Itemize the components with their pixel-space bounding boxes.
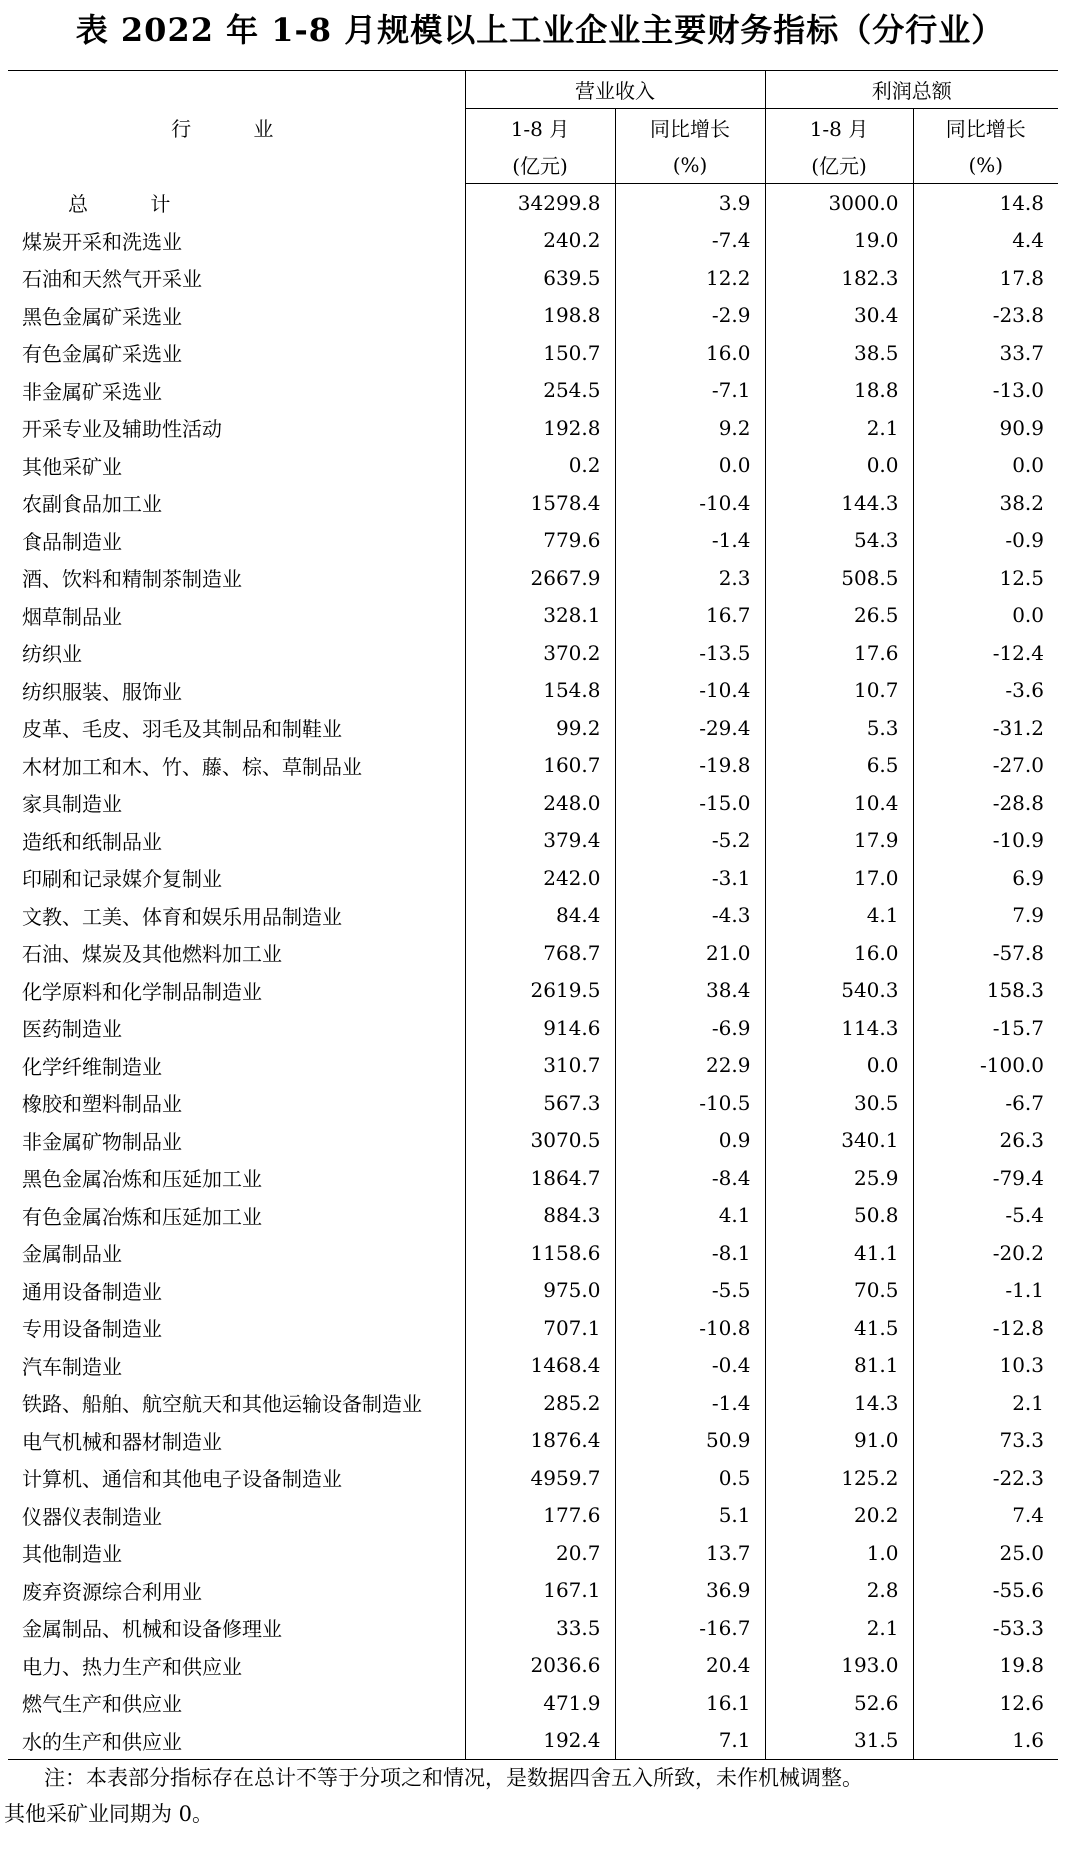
profit-yoy-cell: 10.3 bbox=[913, 1347, 1058, 1385]
table-row bbox=[8, 1272, 1058, 1310]
profit-yoy-cell: -13.0 bbox=[913, 372, 1058, 410]
revenue-cell: 567.3 bbox=[465, 1084, 615, 1122]
industry-name: 电力、热力生产和供应业 bbox=[22, 1654, 242, 1679]
industry-name: 金属制品、机械和设备修理业 bbox=[22, 1617, 282, 1642]
revenue-cell: 33.5 bbox=[465, 1609, 615, 1647]
profit-yoy-cell: -3.6 bbox=[913, 672, 1058, 710]
table-row bbox=[8, 1647, 1058, 1685]
profit-cell: 2.8 bbox=[765, 1572, 913, 1610]
profit-cell: 38.5 bbox=[765, 334, 913, 372]
industry-name: 废弃资源综合利用业 bbox=[22, 1579, 202, 1604]
industry-name: 其他制造业 bbox=[22, 1542, 122, 1567]
industry-name: 医药制造业 bbox=[22, 1017, 122, 1042]
revenue-yoy-cell: 0.5 bbox=[615, 1459, 765, 1497]
profit-cell: 17.9 bbox=[765, 822, 913, 860]
table-row bbox=[8, 934, 1058, 972]
profit-cell: 52.6 bbox=[765, 1684, 913, 1722]
industry-name: 农副食品加工业 bbox=[22, 492, 162, 517]
revenue-yoy-cell: 16.0 bbox=[615, 334, 765, 372]
revenue-cell: 884.3 bbox=[465, 1197, 615, 1235]
table-row bbox=[8, 1084, 1058, 1122]
industry-name: 食品制造业 bbox=[22, 529, 122, 554]
revenue-yoy-cell: 20.4 bbox=[615, 1647, 765, 1685]
revenue-cell: 1578.4 bbox=[465, 484, 615, 522]
revenue-cell: 99.2 bbox=[465, 709, 615, 747]
header-revenue-group: 营业收入 bbox=[465, 71, 765, 109]
profit-yoy-cell: 14.8 bbox=[913, 184, 1058, 222]
table-row bbox=[8, 634, 1058, 672]
profit-cell: 10.7 bbox=[765, 672, 913, 710]
profit-cell: 17.6 bbox=[765, 634, 913, 672]
profit-cell: 340.1 bbox=[765, 1122, 913, 1160]
industry-name: 黑色金属冶炼和压延加工业 bbox=[22, 1167, 262, 1192]
revenue-cell: 177.6 bbox=[465, 1497, 615, 1535]
profit-cell: 81.1 bbox=[765, 1347, 913, 1385]
profit-yoy-cell: 158.3 bbox=[913, 972, 1058, 1010]
profit-yoy-cell: 38.2 bbox=[913, 484, 1058, 522]
profit-cell: 54.3 bbox=[765, 522, 913, 560]
table-row bbox=[8, 409, 1058, 447]
profit-cell: 30.4 bbox=[765, 297, 913, 335]
profit-cell: 144.3 bbox=[765, 484, 913, 522]
profit-yoy-cell: 25.0 bbox=[913, 1534, 1058, 1572]
industry-name: 计算机、通信和其他电子设备制造业 bbox=[22, 1467, 342, 1492]
industry-name: 石油和天然气开采业 bbox=[22, 267, 202, 292]
revenue-yoy-cell: -1.4 bbox=[615, 1384, 765, 1422]
table-row bbox=[8, 822, 1058, 860]
revenue-yoy-cell: 50.9 bbox=[615, 1422, 765, 1460]
profit-yoy-cell: -12.4 bbox=[913, 634, 1058, 672]
revenue-cell: 192.8 bbox=[465, 409, 615, 447]
industry-name: 化学纤维制造业 bbox=[22, 1054, 162, 1079]
profit-cell: 31.5 bbox=[765, 1722, 913, 1760]
revenue-yoy-cell: -10.5 bbox=[615, 1084, 765, 1122]
table-row bbox=[8, 1497, 1058, 1535]
revenue-yoy-cell: -7.1 bbox=[615, 372, 765, 410]
industry-name: 烟草制品业 bbox=[22, 604, 122, 629]
revenue-cell: 310.7 bbox=[465, 1047, 615, 1085]
industry-name: 非金属矿物制品业 bbox=[22, 1129, 182, 1154]
profit-yoy-cell: 7.9 bbox=[913, 897, 1058, 935]
header-profit-group: 利润总额 bbox=[765, 71, 1058, 109]
table-row bbox=[8, 297, 1058, 335]
profit-yoy-cell: 73.3 bbox=[913, 1422, 1058, 1460]
profit-yoy-cell: 0.0 bbox=[913, 597, 1058, 635]
revenue-cell: 285.2 bbox=[465, 1384, 615, 1422]
profit-yoy-cell: 12.5 bbox=[913, 559, 1058, 597]
revenue-yoy-cell: 2.3 bbox=[615, 559, 765, 597]
revenue-yoy-cell: -10.4 bbox=[615, 672, 765, 710]
profit-cell: 14.3 bbox=[765, 1384, 913, 1422]
revenue-cell: 1864.7 bbox=[465, 1159, 615, 1197]
industry-name: 黑色金属矿采选业 bbox=[22, 304, 182, 329]
revenue-yoy-cell: 22.9 bbox=[615, 1047, 765, 1085]
profit-yoy-cell: 7.4 bbox=[913, 1497, 1058, 1535]
industry-name: 仪器仪表制造业 bbox=[22, 1504, 162, 1529]
profit-cell: 41.5 bbox=[765, 1309, 913, 1347]
revenue-yoy-cell: 36.9 bbox=[615, 1572, 765, 1610]
industry-name: 纺织业 bbox=[22, 642, 82, 667]
revenue-cell: 914.6 bbox=[465, 1009, 615, 1047]
revenue-cell: 1468.4 bbox=[465, 1347, 615, 1385]
profit-yoy-cell: -55.6 bbox=[913, 1572, 1058, 1610]
table-header bbox=[8, 71, 1058, 184]
industry-name: 燃气生产和供应业 bbox=[22, 1692, 182, 1717]
industry-name: 酒、饮料和精制茶制造业 bbox=[22, 567, 242, 592]
header-revenue-yoy: 同比增长 bbox=[615, 109, 765, 147]
profit-cell: 182.3 bbox=[765, 259, 913, 297]
profit-cell: 19.0 bbox=[765, 222, 913, 260]
header-revenue-period: 1-8 月 bbox=[465, 109, 615, 147]
revenue-yoy-cell: -13.5 bbox=[615, 634, 765, 672]
industry-name: 文教、工美、体育和娱乐用品制造业 bbox=[22, 904, 342, 929]
industry-name: 水的生产和供应业 bbox=[8, 1722, 465, 1760]
revenue-yoy-cell: 0.0 bbox=[615, 447, 765, 485]
revenue-yoy-cell: -19.8 bbox=[615, 747, 765, 785]
table-row bbox=[8, 1572, 1058, 1610]
revenue-cell: 160.7 bbox=[465, 747, 615, 785]
profit-yoy-cell: 4.4 bbox=[913, 222, 1058, 260]
industry-name: 金属制品业 bbox=[22, 1242, 122, 1267]
profit-yoy-cell: -1.1 bbox=[913, 1272, 1058, 1310]
revenue-yoy-cell: -3.1 bbox=[615, 859, 765, 897]
header-profit-yoy: 同比增长 bbox=[913, 109, 1058, 147]
table-row bbox=[8, 747, 1058, 785]
revenue-yoy-cell: 38.4 bbox=[615, 972, 765, 1010]
footnote-line-2: 其他采矿业同期为 0。 bbox=[4, 1802, 214, 1826]
revenue-cell: 248.0 bbox=[465, 784, 615, 822]
table-row bbox=[8, 1234, 1058, 1272]
profit-yoy-cell: 0.0 bbox=[913, 447, 1058, 485]
profit-cell: 10.4 bbox=[765, 784, 913, 822]
revenue-cell: 975.0 bbox=[465, 1272, 615, 1310]
profit-yoy-cell: -6.7 bbox=[913, 1084, 1058, 1122]
table-row bbox=[8, 522, 1058, 560]
industry-name: 家具制造业 bbox=[22, 792, 122, 817]
revenue-yoy-cell: 3.9 bbox=[615, 184, 765, 222]
table-row bbox=[8, 1534, 1058, 1572]
revenue-cell: 328.1 bbox=[465, 597, 615, 635]
table-row bbox=[8, 1309, 1058, 1347]
profit-cell: 50.8 bbox=[765, 1197, 913, 1235]
table-row bbox=[8, 859, 1058, 897]
industry-name: 造纸和纸制品业 bbox=[22, 829, 162, 854]
header-profit-unit: (亿元) bbox=[765, 146, 913, 184]
profit-yoy-cell: 1.6 bbox=[913, 1722, 1058, 1760]
industry-name: 印刷和记录媒介复制业 bbox=[22, 867, 222, 892]
profit-yoy-cell: -15.7 bbox=[913, 1009, 1058, 1047]
page-title: 表 2022 年 1-8 月规模以上工业企业主要财务指标（分行业） bbox=[75, 11, 1005, 49]
industry-name: 其他采矿业 bbox=[22, 454, 122, 479]
profit-cell: 16.0 bbox=[765, 934, 913, 972]
table-row bbox=[8, 1609, 1058, 1647]
table-row bbox=[8, 1122, 1058, 1160]
header-revenue-unit: (亿元) bbox=[465, 146, 615, 184]
profit-cell: 1.0 bbox=[765, 1534, 913, 1572]
industry-name: 煤炭开采和洗选业 bbox=[22, 229, 182, 254]
revenue-yoy-cell: 5.1 bbox=[615, 1497, 765, 1535]
revenue-cell: 471.9 bbox=[465, 1684, 615, 1722]
profit-yoy-cell: -79.4 bbox=[913, 1159, 1058, 1197]
industry-name: 有色金属矿采选业 bbox=[22, 342, 182, 367]
revenue-yoy-cell: -16.7 bbox=[615, 1609, 765, 1647]
profit-cell: 30.5 bbox=[765, 1084, 913, 1122]
profit-cell: 4.1 bbox=[765, 897, 913, 935]
header-profit-period: 1-8 月 bbox=[765, 109, 913, 147]
industry-name: 皮革、毛皮、羽毛及其制品和制鞋业 bbox=[22, 717, 342, 742]
revenue-cell: 2619.5 bbox=[465, 972, 615, 1010]
table-row bbox=[8, 259, 1058, 297]
profit-yoy-cell: 90.9 bbox=[913, 409, 1058, 447]
revenue-cell: 370.2 bbox=[465, 634, 615, 672]
revenue-cell: 150.7 bbox=[465, 334, 615, 372]
profit-cell: 193.0 bbox=[765, 1647, 913, 1685]
footnote-line-1: 注：本表部分指标存在总计不等于分项之和情况，是数据四舍五入所致，未作机械调整。 bbox=[44, 1766, 863, 1790]
profit-yoy-cell: -100.0 bbox=[913, 1047, 1058, 1085]
table-row bbox=[8, 1384, 1058, 1422]
profit-yoy-cell: -20.2 bbox=[913, 1234, 1058, 1272]
revenue-cell: 240.2 bbox=[465, 222, 615, 260]
table-row bbox=[8, 897, 1058, 935]
revenue-cell: 1876.4 bbox=[465, 1422, 615, 1460]
revenue-yoy-cell: -8.4 bbox=[615, 1159, 765, 1197]
profit-yoy-cell: 12.6 bbox=[913, 1684, 1058, 1722]
profit-cell: 6.5 bbox=[765, 747, 913, 785]
header-profit-pct: (%) bbox=[913, 146, 1058, 184]
revenue-yoy-cell: -15.0 bbox=[615, 784, 765, 822]
revenue-yoy-cell: -4.3 bbox=[615, 897, 765, 935]
industry-name: 开采专业及辅助性活动 bbox=[22, 417, 222, 442]
profit-cell: 0.0 bbox=[765, 1047, 913, 1085]
table-row bbox=[8, 972, 1058, 1010]
profit-cell: 2.1 bbox=[765, 1609, 913, 1647]
table-row bbox=[8, 709, 1058, 747]
footnote bbox=[0, 1760, 1080, 1832]
revenue-cell: 3070.5 bbox=[465, 1122, 615, 1160]
table-row bbox=[8, 1047, 1058, 1085]
industry-name: 铁路、船舶、航空航天和其他运输设备制造业 bbox=[22, 1392, 422, 1417]
industry-name: 电气机械和器材制造业 bbox=[22, 1429, 222, 1454]
profit-yoy-cell: -5.4 bbox=[913, 1197, 1058, 1235]
table-row bbox=[8, 447, 1058, 485]
revenue-yoy-cell: 7.1 bbox=[615, 1722, 765, 1760]
profit-cell: 508.5 bbox=[765, 559, 913, 597]
revenue-cell: 707.1 bbox=[465, 1309, 615, 1347]
revenue-yoy-cell: -7.4 bbox=[615, 222, 765, 260]
profit-yoy-cell: -53.3 bbox=[913, 1609, 1058, 1647]
table-row bbox=[8, 1684, 1058, 1722]
revenue-cell: 2667.9 bbox=[465, 559, 615, 597]
profit-cell: 540.3 bbox=[765, 972, 913, 1010]
revenue-yoy-cell: -1.4 bbox=[615, 522, 765, 560]
table-row bbox=[8, 484, 1058, 522]
table-row bbox=[8, 1197, 1058, 1235]
financial-indicators-table bbox=[8, 70, 1058, 1760]
profit-cell: 26.5 bbox=[765, 597, 913, 635]
table-row bbox=[8, 222, 1058, 260]
revenue-yoy-cell: -10.8 bbox=[615, 1309, 765, 1347]
industry-name: 纺织服装、服饰业 bbox=[22, 679, 182, 704]
industry-name: 化学原料和化学制品制造业 bbox=[22, 979, 262, 1004]
industry-name: 通用设备制造业 bbox=[22, 1279, 162, 1304]
table-body bbox=[8, 184, 1058, 1760]
profit-yoy-cell: 6.9 bbox=[913, 859, 1058, 897]
revenue-yoy-cell: 16.7 bbox=[615, 597, 765, 635]
table-row bbox=[8, 672, 1058, 710]
revenue-cell: 192.4 bbox=[465, 1722, 615, 1760]
revenue-cell: 2036.6 bbox=[465, 1647, 615, 1685]
profit-cell: 25.9 bbox=[765, 1159, 913, 1197]
revenue-cell: 4959.7 bbox=[465, 1459, 615, 1497]
revenue-yoy-cell: 9.2 bbox=[615, 409, 765, 447]
revenue-yoy-cell: -6.9 bbox=[615, 1009, 765, 1047]
revenue-cell: 198.8 bbox=[465, 297, 615, 335]
profit-yoy-cell: -57.8 bbox=[913, 934, 1058, 972]
revenue-yoy-cell: -5.2 bbox=[615, 822, 765, 860]
table-row bbox=[8, 1347, 1058, 1385]
revenue-yoy-cell: -8.1 bbox=[615, 1234, 765, 1272]
industry-name: 木材加工和木、竹、藤、棕、草制品业 bbox=[22, 754, 362, 779]
revenue-yoy-cell: 21.0 bbox=[615, 934, 765, 972]
industry-name: 汽车制造业 bbox=[22, 1354, 122, 1379]
revenue-yoy-cell: 16.1 bbox=[615, 1684, 765, 1722]
table-row bbox=[8, 372, 1058, 410]
table-row bbox=[8, 559, 1058, 597]
revenue-cell: 34299.8 bbox=[465, 184, 615, 222]
revenue-cell: 84.4 bbox=[465, 897, 615, 935]
profit-yoy-cell: -23.8 bbox=[913, 297, 1058, 335]
profit-cell: 2.1 bbox=[765, 409, 913, 447]
table-row bbox=[8, 1459, 1058, 1497]
profit-cell: 114.3 bbox=[765, 1009, 913, 1047]
revenue-cell: 154.8 bbox=[465, 672, 615, 710]
industry-name: 橡胶和塑料制品业 bbox=[22, 1092, 182, 1117]
revenue-cell: 20.7 bbox=[465, 1534, 615, 1572]
industry-name: 总 计 bbox=[68, 192, 199, 216]
revenue-yoy-cell: -5.5 bbox=[615, 1272, 765, 1310]
revenue-yoy-cell: 13.7 bbox=[615, 1534, 765, 1572]
industry-name: 有色金属冶炼和压延加工业 bbox=[22, 1204, 262, 1229]
table-row bbox=[8, 1722, 1058, 1760]
profit-cell: 125.2 bbox=[765, 1459, 913, 1497]
table-row bbox=[8, 1159, 1058, 1197]
revenue-yoy-cell: -0.4 bbox=[615, 1347, 765, 1385]
profit-yoy-cell: 19.8 bbox=[913, 1647, 1058, 1685]
profit-yoy-cell: 33.7 bbox=[913, 334, 1058, 372]
profit-yoy-cell: -31.2 bbox=[913, 709, 1058, 747]
revenue-yoy-cell: 0.9 bbox=[615, 1122, 765, 1160]
profit-cell: 20.2 bbox=[765, 1497, 913, 1535]
header-industry: 行 业 bbox=[8, 71, 465, 184]
profit-yoy-cell: -12.8 bbox=[913, 1309, 1058, 1347]
revenue-cell: 1158.6 bbox=[465, 1234, 615, 1272]
revenue-cell: 167.1 bbox=[465, 1572, 615, 1610]
profit-cell: 18.8 bbox=[765, 372, 913, 410]
profit-yoy-cell: -0.9 bbox=[913, 522, 1058, 560]
profit-yoy-cell: -22.3 bbox=[913, 1459, 1058, 1497]
industry-name: 非金属矿采选业 bbox=[22, 379, 162, 404]
profit-yoy-cell: -27.0 bbox=[913, 747, 1058, 785]
revenue-cell: 639.5 bbox=[465, 259, 615, 297]
header-revenue-pct: (%) bbox=[615, 146, 765, 184]
profit-yoy-cell: -28.8 bbox=[913, 784, 1058, 822]
revenue-cell: 242.0 bbox=[465, 859, 615, 897]
revenue-cell: 779.6 bbox=[465, 522, 615, 560]
profit-cell: 3000.0 bbox=[765, 184, 913, 222]
revenue-cell: 0.2 bbox=[465, 447, 615, 485]
table-row bbox=[8, 597, 1058, 635]
profit-cell: 91.0 bbox=[765, 1422, 913, 1460]
revenue-cell: 768.7 bbox=[465, 934, 615, 972]
industry-name: 石油、煤炭及其他燃料加工业 bbox=[22, 942, 282, 967]
revenue-yoy-cell: -2.9 bbox=[615, 297, 765, 335]
profit-cell: 41.1 bbox=[765, 1234, 913, 1272]
revenue-yoy-cell: -29.4 bbox=[615, 709, 765, 747]
table-row bbox=[8, 334, 1058, 372]
revenue-yoy-cell: 12.2 bbox=[615, 259, 765, 297]
table-row bbox=[8, 1422, 1058, 1460]
profit-yoy-cell: 17.8 bbox=[913, 259, 1058, 297]
profit-yoy-cell: 2.1 bbox=[913, 1384, 1058, 1422]
table-row bbox=[8, 1009, 1058, 1047]
profit-yoy-cell: 26.3 bbox=[913, 1122, 1058, 1160]
revenue-yoy-cell: 4.1 bbox=[615, 1197, 765, 1235]
revenue-cell: 379.4 bbox=[465, 822, 615, 860]
profit-yoy-cell: -10.9 bbox=[913, 822, 1058, 860]
revenue-yoy-cell: -10.4 bbox=[615, 484, 765, 522]
profit-cell: 17.0 bbox=[765, 859, 913, 897]
profit-cell: 70.5 bbox=[765, 1272, 913, 1310]
profit-cell: 5.3 bbox=[765, 709, 913, 747]
profit-cell: 0.0 bbox=[765, 447, 913, 485]
industry-name: 专用设备制造业 bbox=[22, 1317, 162, 1342]
total-row bbox=[8, 184, 1058, 222]
revenue-cell: 254.5 bbox=[465, 372, 615, 410]
table-row bbox=[8, 784, 1058, 822]
